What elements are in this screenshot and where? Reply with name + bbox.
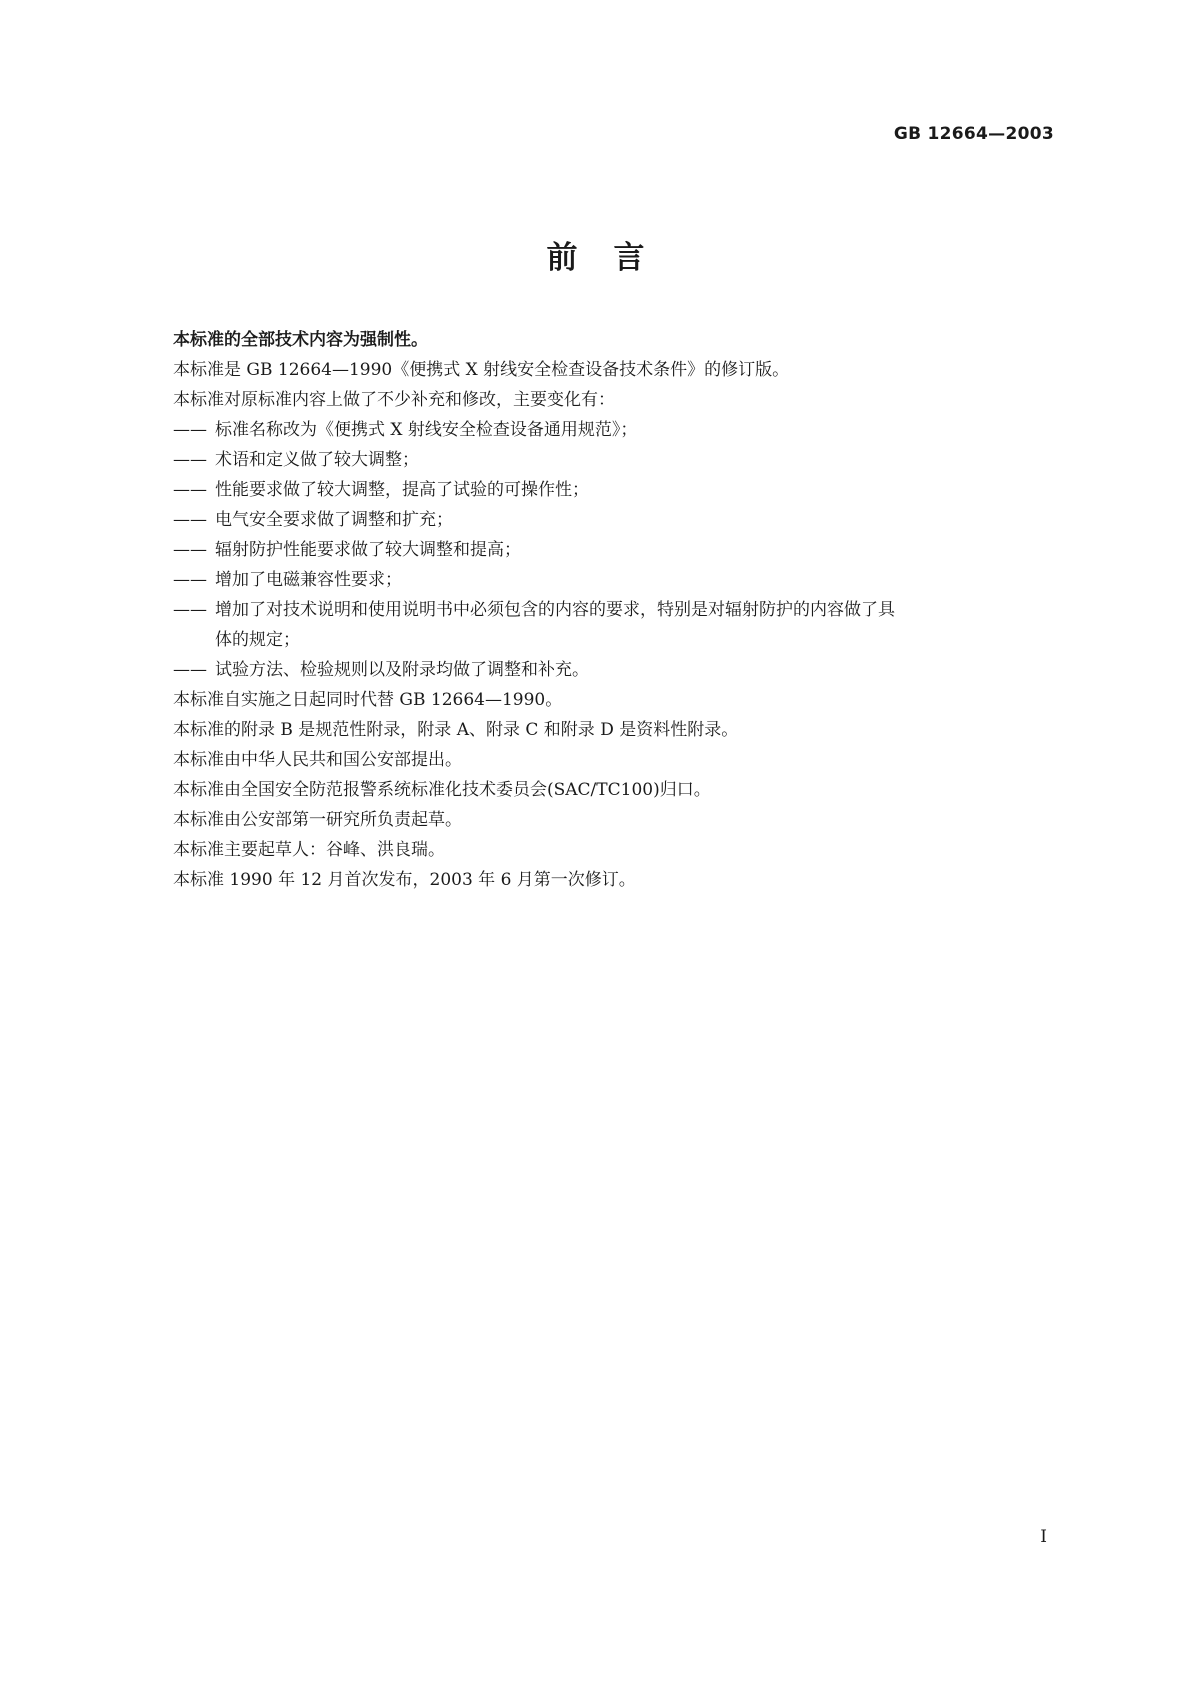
- list-item-text: 术语和定义做了较大调整；: [215, 450, 419, 470]
- list-item: [173, 535, 1053, 565]
- list-item: [173, 415, 1053, 445]
- dash-mark: ——: [173, 540, 207, 560]
- paragraph-technical-committee: 本标准由全国安全防范报警系统标准化技术委员会(SAC/TC100)归口。: [173, 780, 711, 800]
- paragraph-annexes: 本标准的附录 B 是规范性附录，附录 A、附录 C 和附录 D 是资料性附录。: [173, 720, 739, 740]
- list-item-text: 性能要求做了较大调整，提高了试验的可操作性；: [215, 480, 589, 500]
- dash-mark: ——: [173, 660, 207, 680]
- list-item-text: 辐射防护性能要求做了较大调整和提高；: [215, 540, 521, 560]
- list-item: [173, 445, 1053, 475]
- list-item: [173, 655, 1053, 685]
- list-item-text: 增加了电磁兼容性要求；: [215, 570, 402, 590]
- dash-mark: ——: [173, 480, 207, 500]
- list-item: [173, 595, 1053, 625]
- dash-mark: ——: [173, 420, 207, 440]
- list-item: [173, 475, 1053, 505]
- dash-mark: ——: [173, 570, 207, 590]
- paragraph-revision: 本标准是 GB 12664—1990《便携式 X 射线安全检查设备技术条件》的修订版。: [173, 360, 790, 380]
- list-item-continuation: 体的规定；: [215, 630, 300, 650]
- list-item-text: 电气安全要求做了调整和扩充；: [215, 510, 453, 530]
- paragraph-drafters: 本标准主要起草人：谷峰、洪良瑞。: [173, 840, 445, 860]
- dash-mark: ——: [173, 510, 207, 530]
- paragraph-replaces: 本标准自实施之日起同时代替 GB 12664—1990。: [173, 690, 563, 710]
- paragraph-history: 本标准 1990 年 12 月首次发布，2003 年 6 月第一次修订。: [173, 870, 636, 890]
- list-item-text: 标准名称改为《便携式 X 射线安全检查设备通用规范》；: [215, 420, 638, 440]
- paragraph-mandatory: 本标准的全部技术内容为强制性。: [173, 330, 428, 350]
- page-number: I: [1040, 1527, 1047, 1547]
- paragraph-proposed-by: 本标准由中华人民共和国公安部提出。: [173, 750, 462, 770]
- paragraph-drafting-unit: 本标准由公安部第一研究所负责起草。: [173, 810, 462, 830]
- list-item-text: 增加了对技术说明和使用说明书中必须包含的内容的要求，特别是对辐射防护的内容做了具: [215, 600, 895, 620]
- list-item: [173, 505, 1053, 535]
- dash-mark: ——: [173, 600, 207, 620]
- list-item: [173, 565, 1053, 595]
- list-item-text: 试验方法、检验规则以及附录均做了调整和补充。: [215, 660, 589, 680]
- foreword-body: [173, 325, 1053, 895]
- dash-mark: ——: [173, 450, 207, 470]
- paragraph-changes-intro: 本标准对原标准内容上做了不少补充和修改，主要变化有：: [173, 390, 615, 410]
- page-title: 前言: [546, 240, 681, 276]
- standard-number: GB 12664—2003: [893, 124, 1054, 144]
